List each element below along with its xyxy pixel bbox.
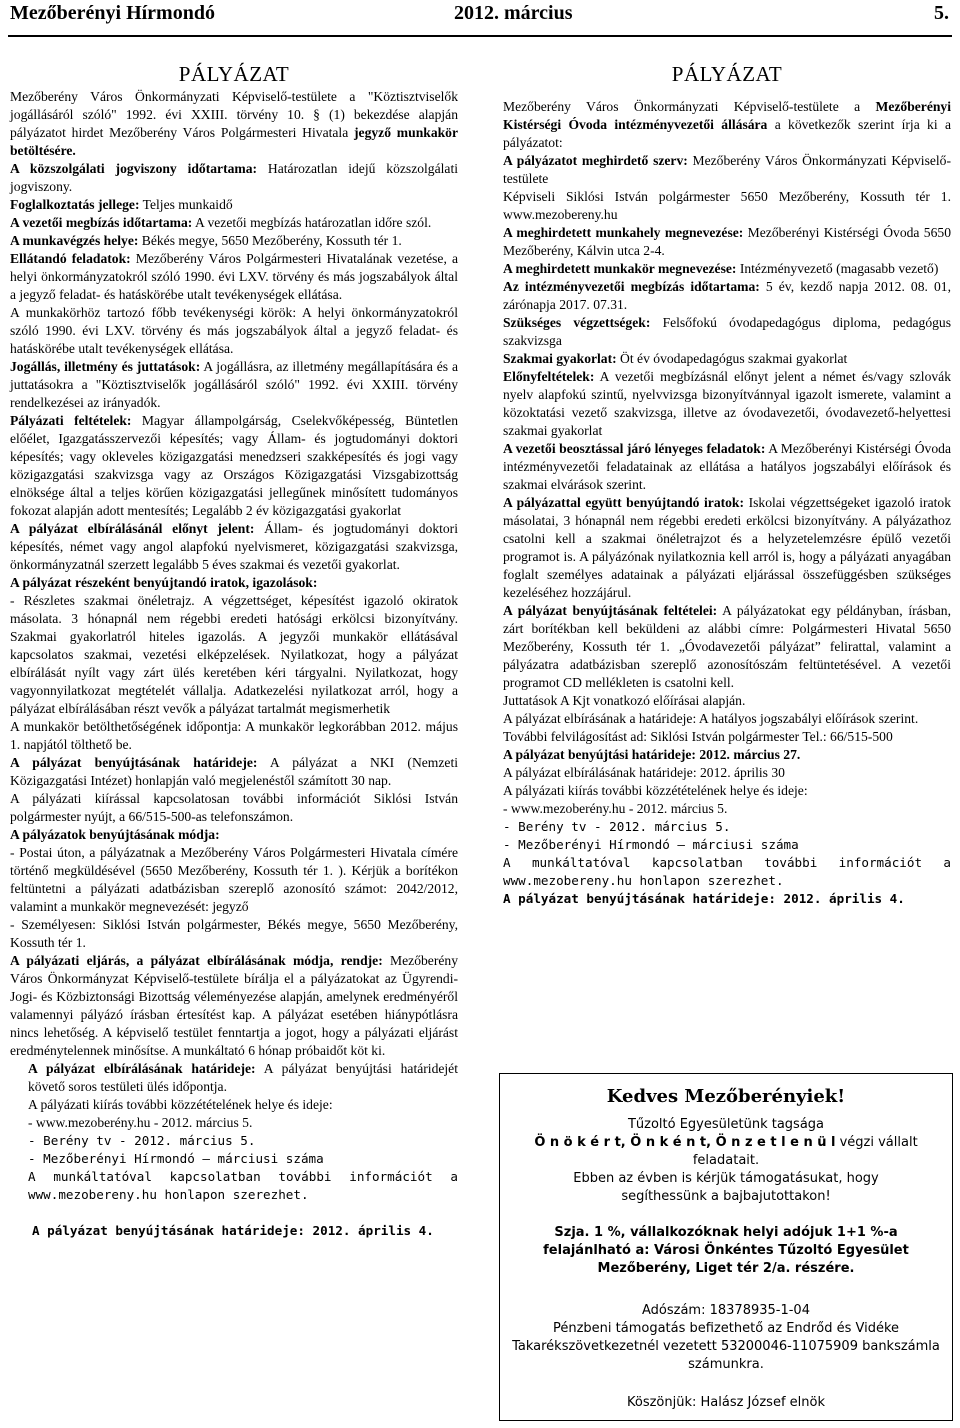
right-item: Szükséges végzettségek: Felsőfokú óvodapedagógus diploma, pedagógus szakvizsga (503, 315, 952, 348)
left-item: - Részletes szakmai önéletrajz. A végzettséget, képesítést igazoló okiratok másolata. 3 hónapnál nem régebbi eredeti hatósági erkölcsi bizonyítvány. Szakmai gyakorlatról hiteles igazolás. A jegyzői munkakör ellátásával kapcsolatos szakmai, vezetési elképzelések. Nyilatkozat, hogy a pályázat elbírálását nyílt vagy zárt ülés keretében kéri tárgyalni. Nyilatkozat, hogy vagyonnyilatkozat megtételét vállalja. Adatkezelési nyilatkozat arról, hogy a pályázat elbírálásában részt vevők a pályázat tartalmát megismerhetik (10, 593, 458, 716)
right-item: Szakmai gyakorlat: Öt év óvodapedagógus szakmai gyakorlat (503, 351, 848, 366)
right-item: További felvilágosítást ad: Siklósi István polgármester Tel.: 66/515-500 (503, 729, 893, 744)
right-item: Juttatások A Kjt vonatkozó előírásai alapján. (503, 693, 746, 708)
right-item: A meghirdetett munkakör megnevezése: Intézményvezető (magasabb vezető) (503, 261, 939, 276)
left-column (10, 60, 458, 1240)
left-intro: Mezőberény Város Önkormányzati Képviselő-testülete a "Köztisztviselők jogállásáról szóló" 1992. évi XXIII. törvény 10. § (1) bekezdése alapján pályázatot hirdet Mezőberény Város Polgármesteri Hivatala jegyző munkakör betöltésére. (10, 89, 459, 158)
right-deadline: A pályázat benyújtásának határideje: 2012. április 4. (503, 891, 905, 906)
right-item: A pályázatot meghirdető szerv: Mezőberény Város Önkormányzati Képviselő-testülete (503, 153, 951, 186)
left-item: - www.mezoberény.hu - 2012. március 5. (28, 1115, 253, 1130)
notice-line: Köszönjük: Halász József elnök (627, 1395, 825, 1410)
left-item: Pályázati feltételek: Magyar állampolgárság, Cselekvőképesség, Büntetlen előélet, Igazgatásszervezői képesítés; vagy Állam- és jogtudományi doktori képesítés; vagy okleveles közigazgatási menedzseri szakképesítés és jogi vagy közigazgatási szakvizsga vagy az Országos Közigazgatási Vizsgabizottság elnöksége által a teljes körűen közigazgatási jellegűnek minősített tudományos fokozat alapján adott mentesítés; Legalább 2 év közigazgatási gyakorlat (10, 413, 459, 518)
right-item: - Mezőberényi Hírmondó – márciusi száma (503, 837, 799, 852)
left-item: - Mezőberényi Hírmondó – márciusi száma (28, 1151, 324, 1166)
left-item: A pályázat elbírálásának határideje: A pályázat benyújtási határidejét követő soros testületi ülés időpontja. (28, 1061, 458, 1094)
left-item: A pályázat elbírálásánál előnyt jelent: Állam- és jogtudományi doktori képesítés, német vagy angol alapfokú nyelvismeret, közigazgatási szakvizsga, önkormányzatnál szerzett legalább 5 éves szakmai és vezetői gyakorlat. (10, 521, 458, 572)
right-item: Az intézményvezetői megbízás időtartama: 5 év, kezdő napja 2012. 08. 01, zárónapja 2017. 07.31. (503, 279, 951, 312)
left-item: - Postai úton, a pályázatnak a Mezőberény Város Polgármesteri Hivatala címére történő megküldésével (5650 Mezőberény, Kossuth tér 1. ). Kérjük a borítékon feltüntetni a pályázati adatbázisban szereplő azonosító számot: 2042/2012, valamint a munkakör megnevezését: jegyző (10, 845, 458, 914)
left-item: Ellátandó feladatok: Mezőberény Város Polgármesteri Hivatalának vezetése, a helyi önkormányzatokról szóló 1990. évi LXV. törvény és más jogszabályok által a jegyző feladat- és hatáskörébe utalt tevékenységek ellátása. (10, 251, 458, 302)
notice-line: Ö n ö k é r t, Ö n k é n t, Ö n z e t l e n ü l végzi vállalt feladatait. (534, 1135, 918, 1168)
right-item: - www.mezoberény.hu - 2012. március 5. (503, 801, 728, 816)
left-item: A munkavégzés helye: Békés megye, 5650 Mezőberény, Kossuth tér 1. (10, 233, 402, 248)
left-item: A pályázat benyújtásának határideje: A pályázat a NKI (Nemzeti Közigazgatási Intézet) honlapján való megjelenéstől számított 30 nap. (10, 755, 458, 788)
right-item: A pályázat elbírásának a határideje: A hatályos jogszabályi előírások szerint. (503, 711, 919, 726)
notice-line: Adószám: 18378935-1-04 (642, 1303, 810, 1318)
left-item: - Berény tv - 2012. március 5. (28, 1133, 256, 1148)
page-number: 5. (934, 2, 949, 24)
left-item: A vezetői megbízás időtartama: A vezetői megbízás határozatlan időre szól. (10, 215, 432, 230)
left-item: A pályázatok benyújtásának módja: (10, 827, 220, 842)
left-title: PÁLYÁZAT (178, 62, 290, 86)
right-column (503, 60, 951, 908)
left-item: A közszolgálati jogviszony időtartama: Határozatlan idejű közszolgálati jogviszony. (10, 161, 458, 194)
right-title: PÁLYÁZAT (671, 62, 783, 86)
left-item: A munkakör betölthetőségének időpontja: A munkakör legkorábban 2012. május 1. napjától tölthető be. (10, 719, 458, 752)
left-item: A munkakörhöz tartozó főbb tevékenységi körök: A helyi önkormányzatokról szóló 1990. évi LXV. törvény és más jogszabályok által a jegyző feladat- és hatáskörébe utalt tevékenységek ellátása. (10, 305, 458, 356)
right-item: A munkáltatóval kapcsolatban további információt a www.mezobereny.hu honlapon szerezhet. (503, 855, 951, 888)
notice-line: Pénzbeni támogatás befizethető az Endrőd és Vidéke Takarékszövetkezetnél vezetett 53200046-11075909 bankszámla számunkra. (512, 1321, 940, 1372)
right-intro: Mezőberény Város Önkormányzati Képviselő-testülete a Mezőberényi Kistérségi Óvoda intézményvezetői állására a következők szerint írja ki a pályázatot: (503, 99, 951, 150)
right-item: - Berény tv - 2012. március 5. (503, 819, 731, 834)
left-item: A pályázati kiírással kapcsolatosan további információt Siklósi István polgármester nyújt, a 66/515-500-as telefonszámon. (10, 791, 458, 824)
right-item: A pályázat benyújtási határideje: 2012. március 27. (503, 747, 801, 762)
left-item: - Személyesen: Siklósi István polgármester, Békés megye, 5650 Mezőberény, Kossuth tér 1. (10, 917, 458, 950)
right-item: Előnyfeltételek: A vezetői megbízásnál előnyt jelent a német és/vagy szlovák nyelv alapfokú szintű, nyelvvizsga bizonyítvánnyal igazolt ismerete, valamint a közoktatási vezető szakvizsga, illetve az óvodavezetői, óvodavezető-helyettesi szakmai gyakorlat (503, 369, 951, 438)
page-header (0, 0, 960, 34)
left-item: Jogállás, illetmény és juttatások: A jogállásra, az illetmény megállapítására és a juttatásokra a "Köztisztviselők jogállásáról szóló" 1992. évi XXIII. törvény rendelkezései az irányadók. (10, 359, 458, 410)
left-item: A pályázat részeként benyújtandó iratok, igazolások: (10, 575, 318, 590)
notice-line: Ebben az évben is kérjük támogatásukat, hogy segíthessünk a bajbajutottakon! (573, 1171, 879, 1204)
right-item: A vezetői beosztással járó lényeges feladatok: A Mezőberényi Kistérségi Óvoda intézményvezetői feladatainak az ellátása a hatályos jogszabályi előírások és szakmai elvárások szerint. (503, 441, 951, 492)
right-item: Képviseli Siklósi István polgármester 5650 Mezőberény, Kossuth tér 1. www.mezobereny.hu (503, 189, 951, 222)
notice-line: Szja. 1 %, vállalkozóknak helyi adójuk 1+1 %-a felajánlható a: Városi Önkéntes Tűzoltó Egyesület Mezőberény, Liget tér 2/a. részére. (543, 1225, 909, 1276)
right-item: A pályázat elbírálásának határideje: 2012. április 30 (503, 765, 785, 780)
notice-line: Tűzoltó Egyesületünk tagsága (627, 1117, 825, 1132)
left-item: A pályázati eljárás, a pályázat elbírálásának módja, rendje: Mezőberény Város Önkormányzat Képviselő-testülete bírálja el a pályázatokat az Ügyrendi- Jogi- és Közbiztonsági Bizottság véleményezése alapján, amelynek eredményéről valamennyi pályázó írásban értesítést kap. A pályázat esetében hiánypótlásra nincs lehetőség. A képviselő testület fenntartja a jogot, hogy a pályázati eljárást eredménytelennek minősítse. A munkáltató 6 hónap próbaidőt köt ki. (10, 953, 458, 1058)
right-item: A meghirdetett munkahely megnevezése: Mezőberényi Kistérségi Óvoda 5650 Mezőberény, Kálvin utca 2-4. (503, 225, 951, 258)
right-item: A pályázati kiírás további közzétételének helye és ideje: (503, 783, 808, 798)
right-item: A pályázattal együtt benyújtandó iratok: Iskolai végzettségeket igazoló iratok másolatai, 3 hónapnál nem régebbi eredeti erkölcsi bizonyítvány. A pályázathoz csatolni kell a szakmai önéletrajzot és a helyzetelemzésre épülő vezetői programot is. A pályázónak nyilatkoznia kell arról is, hogy a pályázati anyagában foglalt személyes adatainak a pályázati eljárással összefüggésben szükséges kezeléséhez hozzájárul. (503, 495, 951, 600)
left-item: A munkáltatóval kapcsolatban további információt a www.mezobereny.hu honlapon szerezhet. (28, 1169, 458, 1202)
issue-date: 2012. március (454, 2, 573, 24)
header-rule (8, 35, 952, 37)
left-deadline: A pályázat benyújtásának határideje: 2012. április 4. (32, 1223, 434, 1238)
left-item: A pályázati kiírás további közzétételének helye és ideje: (28, 1097, 333, 1112)
left-item: Foglalkoztatás jellege: Teljes munkaidő (10, 197, 233, 212)
right-item: A pályázat benyújtásának feltételei: A pályázatokat egy példányban, írásban, zárt borítékban kell beküldeni az alábbi címre: Polgármesteri Hivatal 5650 Mezőberény, Kossuth tér 1. „Óvodavezetői pályázat” felirattal, valamint a pályázatra adatbázisban szereplő azonosítószám feltüntetésével. A vezetői programot CD mellékleten is csatolni kell. (503, 603, 951, 690)
fire-brigade-notice (499, 1073, 953, 1421)
publication-title: Mezőberényi Hírmondó (10, 2, 215, 24)
notice-title: Kedves Mezőberényiek! (606, 1086, 846, 1107)
